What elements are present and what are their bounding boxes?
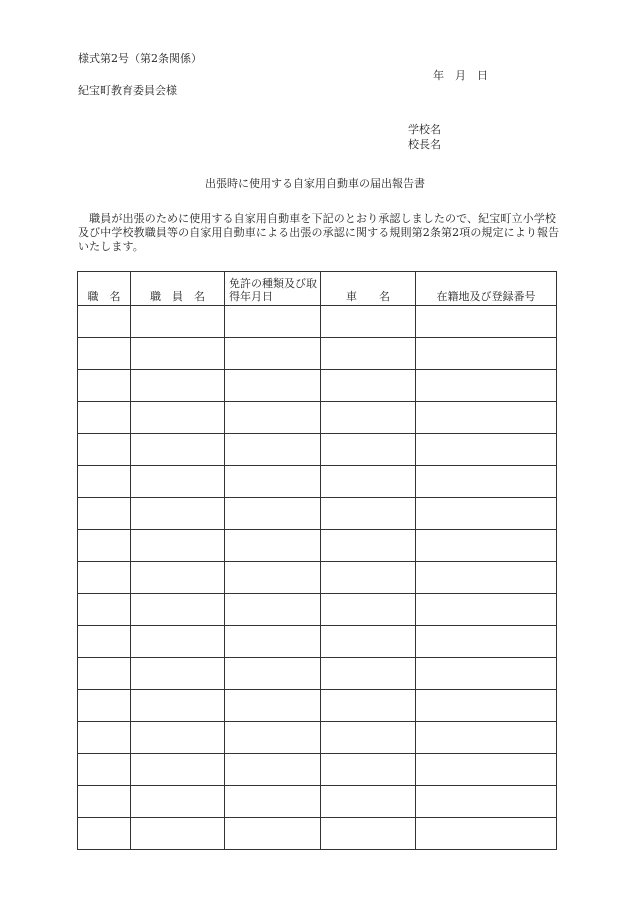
table-cell — [416, 466, 557, 498]
table-cell — [78, 338, 131, 370]
table-cell — [416, 338, 557, 370]
table-cell — [131, 530, 225, 562]
column-header-license: 免許の種類及び取得年月日 — [225, 272, 321, 306]
table-cell — [321, 754, 416, 786]
table-cell — [225, 402, 321, 434]
table-cell — [78, 690, 131, 722]
table-cell — [416, 754, 557, 786]
table-cell — [416, 722, 557, 754]
table-cell — [416, 434, 557, 466]
table-cell — [225, 562, 321, 594]
table-row — [78, 626, 557, 658]
table-cell — [416, 562, 557, 594]
table-header-row — [78, 272, 557, 306]
table-cell — [416, 530, 557, 562]
table-cell — [225, 754, 321, 786]
table-cell — [225, 466, 321, 498]
table-cell — [321, 722, 416, 754]
table-cell — [416, 370, 557, 402]
table-cell — [78, 594, 131, 626]
table-row — [78, 690, 557, 722]
principal-name-label: 校長名 — [408, 138, 441, 151]
table-row — [78, 786, 557, 818]
table-cell — [131, 594, 225, 626]
table-cell — [78, 754, 131, 786]
table-cell — [78, 530, 131, 562]
table-row — [78, 370, 557, 402]
table-cell — [225, 498, 321, 530]
table-cell — [416, 402, 557, 434]
table-cell — [321, 658, 416, 690]
table-cell — [321, 370, 416, 402]
table-body — [78, 306, 557, 850]
table-cell — [131, 338, 225, 370]
table-cell — [78, 498, 131, 530]
table-cell — [131, 562, 225, 594]
table-row — [78, 498, 557, 530]
table-row — [78, 754, 557, 786]
table-cell — [416, 818, 557, 850]
table-row — [78, 562, 557, 594]
table-row — [78, 466, 557, 498]
column-header-position: 職 名 — [78, 272, 131, 306]
table-cell — [78, 818, 131, 850]
table-cell — [225, 818, 321, 850]
table-cell — [225, 338, 321, 370]
table-cell — [131, 818, 225, 850]
table-cell — [321, 402, 416, 434]
column-header-car-name: 車 名 — [321, 272, 416, 306]
table-cell — [78, 466, 131, 498]
table-cell — [131, 434, 225, 466]
table-row — [78, 818, 557, 850]
table-cell — [225, 658, 321, 690]
table-cell — [321, 434, 416, 466]
table-row — [78, 306, 557, 338]
table-cell — [131, 658, 225, 690]
table-cell — [416, 626, 557, 658]
table-cell — [225, 722, 321, 754]
table-cell — [225, 594, 321, 626]
table-row — [78, 402, 557, 434]
table-cell — [225, 626, 321, 658]
table-cell — [131, 626, 225, 658]
table-cell — [78, 786, 131, 818]
table-cell — [416, 594, 557, 626]
table-cell — [78, 306, 131, 338]
school-name-label: 学校名 — [408, 123, 441, 136]
table-cell — [321, 786, 416, 818]
table-row — [78, 530, 557, 562]
document-title: 出張時に使用する自家用自動車の届出報告書 — [205, 177, 425, 190]
table-row — [78, 434, 557, 466]
table-cell — [78, 370, 131, 402]
table-cell — [225, 306, 321, 338]
table-cell — [321, 338, 416, 370]
table-cell — [416, 306, 557, 338]
table-cell — [321, 690, 416, 722]
table-cell — [416, 786, 557, 818]
table-cell — [78, 626, 131, 658]
table-cell — [416, 658, 557, 690]
table-cell — [78, 402, 131, 434]
table-cell — [321, 466, 416, 498]
table-cell — [416, 690, 557, 722]
table-row — [78, 658, 557, 690]
table-cell — [321, 306, 416, 338]
table-cell — [321, 626, 416, 658]
table-cell — [131, 466, 225, 498]
report-table — [77, 271, 557, 850]
table-cell — [225, 530, 321, 562]
table-cell — [321, 530, 416, 562]
table-cell — [225, 786, 321, 818]
table-cell — [78, 658, 131, 690]
column-header-registration: 在籍地及び登録番号 — [416, 272, 557, 306]
table-cell — [78, 434, 131, 466]
table-cell — [131, 370, 225, 402]
table-cell — [321, 562, 416, 594]
table-cell — [416, 498, 557, 530]
body-text: 職員が出張のために使用する自家用自動車を下記のとおり承認しましたので、紀宝町立小学校及び中学校教職員等の自家用自動車による出張の承認に関する規則第2条第2項の規定により報告いたします。 — [78, 212, 560, 253]
table-cell — [321, 594, 416, 626]
table-cell — [131, 306, 225, 338]
addressee: 紀宝町教育委員会様 — [78, 84, 177, 97]
table-cell — [131, 754, 225, 786]
table-row — [78, 338, 557, 370]
table-cell — [131, 690, 225, 722]
table-row — [78, 594, 557, 626]
table-cell — [225, 434, 321, 466]
table-cell — [131, 722, 225, 754]
date-line: 年 月 日 — [433, 69, 488, 82]
table-cell — [225, 690, 321, 722]
table-cell — [321, 818, 416, 850]
form-number: 様式第2号（第2条関係） — [78, 52, 202, 65]
table-cell — [131, 786, 225, 818]
table-cell — [78, 722, 131, 754]
table-cell — [78, 562, 131, 594]
column-header-staff-name: 職 員 名 — [131, 272, 225, 306]
table-cell — [131, 402, 225, 434]
table-row — [78, 722, 557, 754]
table-cell — [321, 498, 416, 530]
table-cell — [225, 370, 321, 402]
table-cell — [131, 498, 225, 530]
